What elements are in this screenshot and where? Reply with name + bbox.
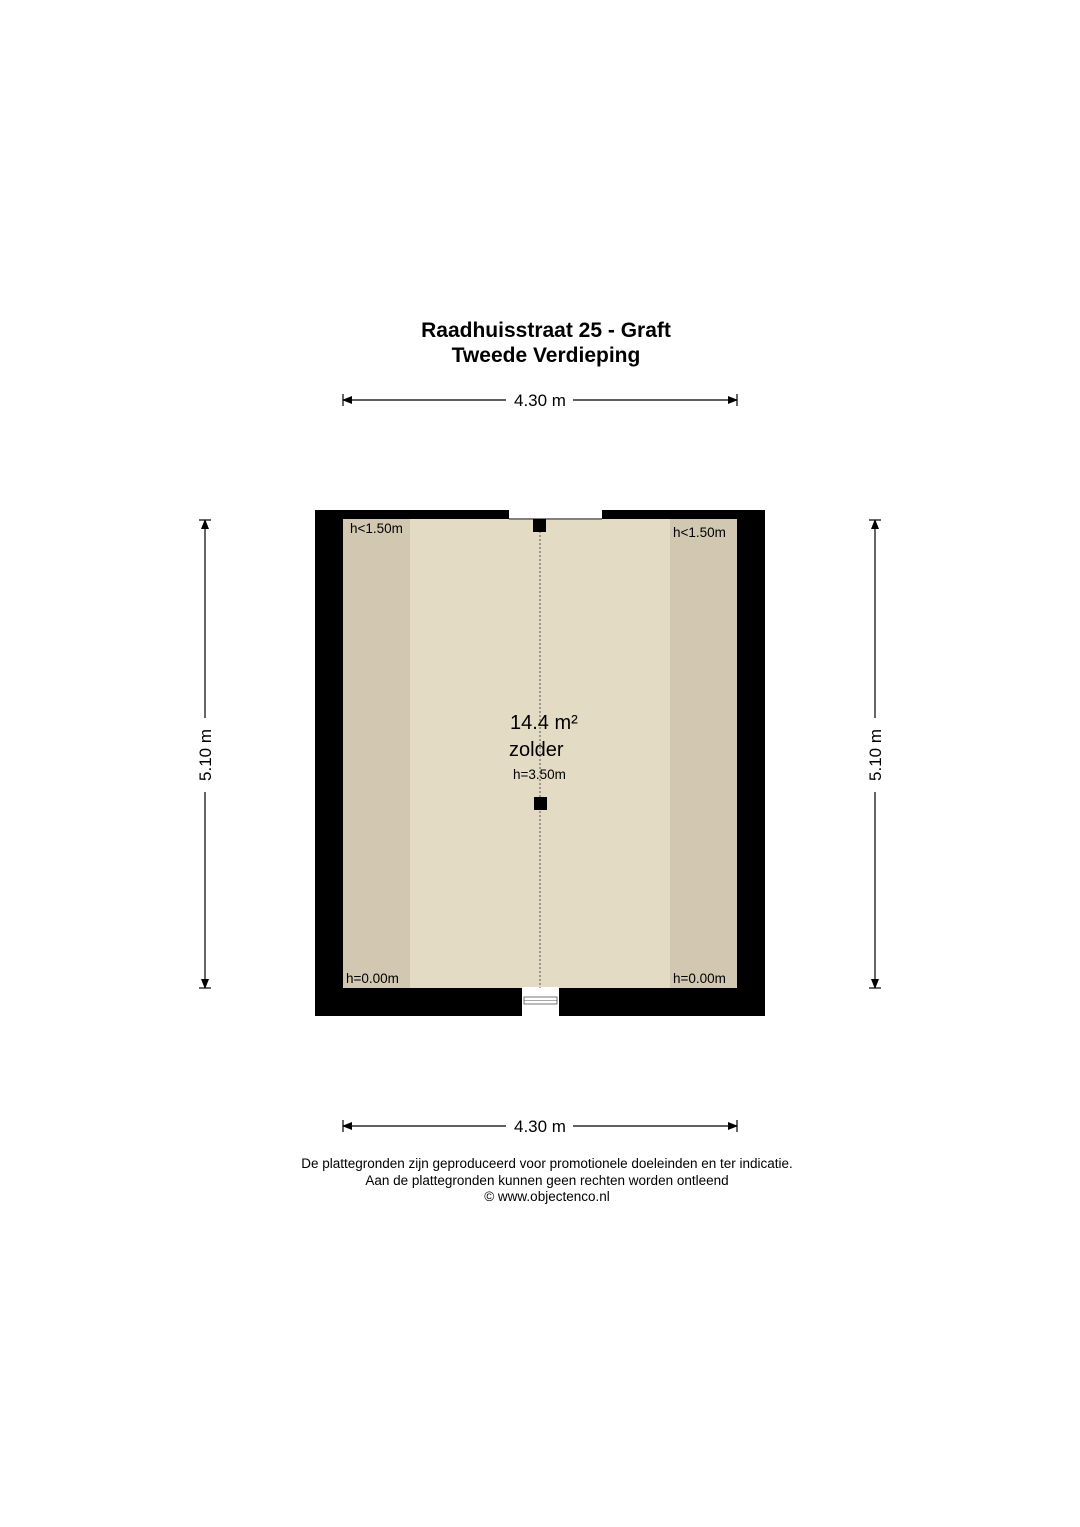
post-center [534, 797, 547, 810]
floor-sloped-left [343, 519, 410, 988]
height-label-top-left: h<1.50m [350, 521, 403, 536]
post-top [533, 519, 546, 532]
plan-address-title: Raadhuisstraat 25 - Graft [421, 319, 671, 342]
height-label-bottom-right: h=0.00m [673, 971, 726, 986]
height-label-top-right: h<1.50m [673, 525, 726, 540]
floor-sloped-right [670, 519, 737, 988]
left-dimension [196, 520, 215, 988]
disclaimer-line-1: De plattegronden zijn geproduceerd voor promotionele doeleinden en ter indicatie. [301, 1156, 793, 1171]
room-area-label: 14.4 m² [510, 712, 578, 734]
window-top [509, 509, 602, 520]
right-dimension-label: 5.10 m [866, 729, 885, 781]
bottom-dimension [343, 1117, 737, 1136]
plan-floor-title: Tweede Verdieping [451, 344, 641, 367]
top-dimension [343, 391, 737, 410]
room-name-label: zolder [509, 739, 564, 761]
bottom-dimension-label: 4.30 m [514, 1117, 566, 1136]
disclaimer-line-3: © www.objectenco.nl [484, 1189, 610, 1204]
room-height-label: h=3.50m [513, 767, 566, 782]
right-dimension [866, 520, 885, 988]
disclaimer-line-2: Aan de plattegronden kunnen geen rechten worden ontleend [365, 1173, 729, 1188]
window-bottom [522, 987, 559, 1017]
top-dimension-label: 4.30 m [514, 391, 566, 410]
height-label-bottom-left: h=0.00m [346, 971, 399, 986]
left-dimension-label: 5.10 m [196, 729, 215, 781]
